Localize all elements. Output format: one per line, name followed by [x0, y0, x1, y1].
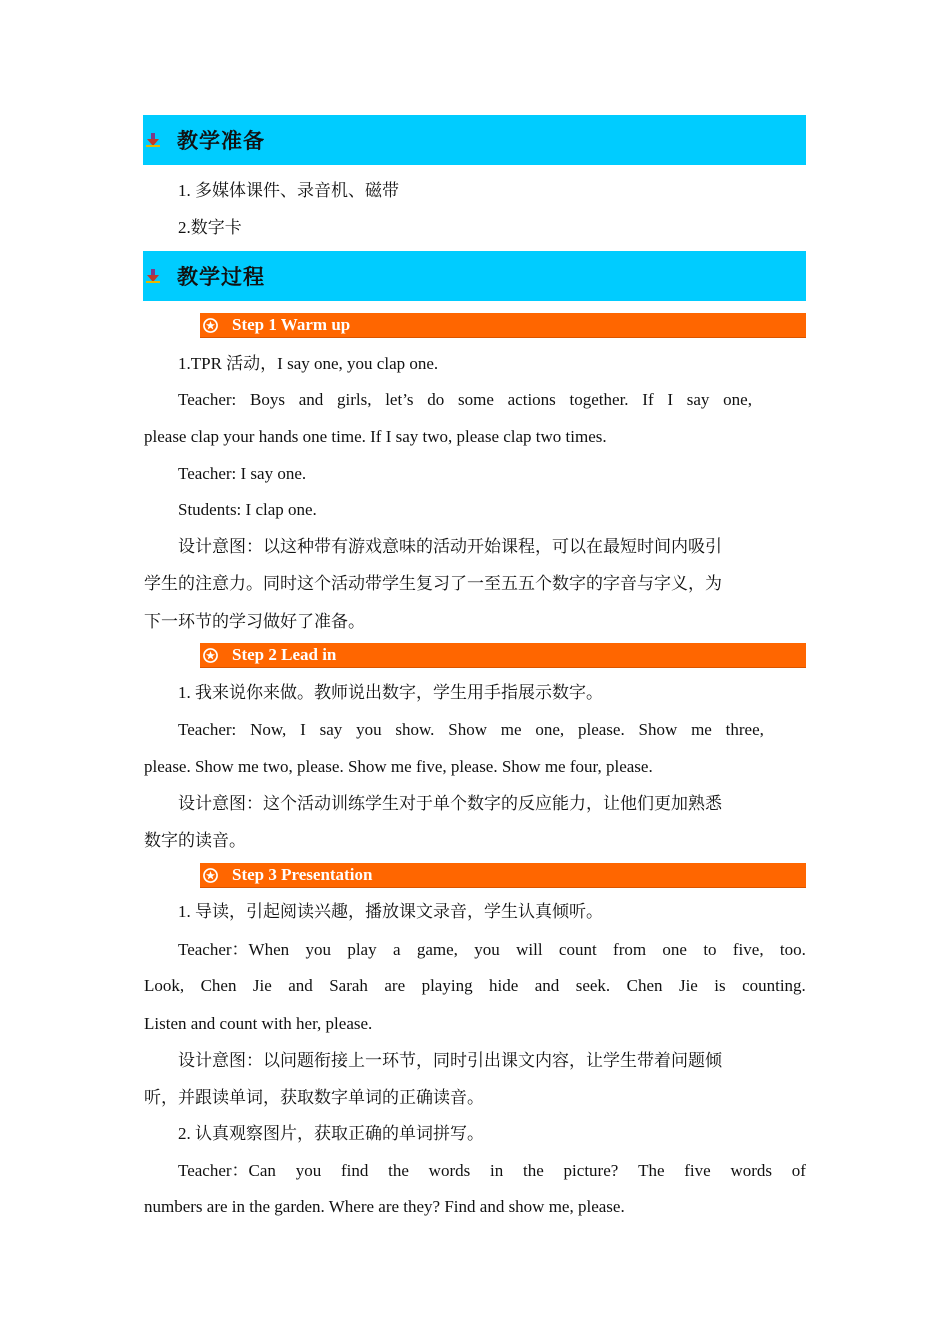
- word: Teacher:: [178, 390, 237, 409]
- word: Chen: [200, 976, 237, 995]
- word: three,: [725, 720, 764, 739]
- word: find: [340, 1161, 369, 1180]
- section-title: 教学准备: [177, 129, 265, 153]
- word: Show: [638, 720, 678, 739]
- word: actions: [507, 390, 556, 409]
- word: Teacher：When: [178, 940, 290, 959]
- step2-teacher-line2: please. Show me two, please. Show me five, please. Show me four, please.: [144, 757, 653, 776]
- word: some: [458, 390, 494, 409]
- step-header-2: [200, 643, 806, 668]
- word: in: [490, 1161, 504, 1180]
- step-header-3: [200, 863, 806, 888]
- word: let’s: [385, 390, 414, 409]
- word: The: [638, 1161, 665, 1180]
- step-label: Step 2 Lead in: [232, 645, 337, 664]
- step1-intent-line2: 学生的注意力。同时这个活动带学生复习了一至五五个数字的字音与字义，为: [144, 574, 722, 593]
- word: Look,: [144, 976, 185, 995]
- arrow-bullet-icon: [145, 132, 161, 148]
- step3-item2: 2. 认真观察图片，获取正确的单词拼写。: [178, 1124, 484, 1143]
- word: five,: [732, 940, 764, 959]
- step3-item1: 1. 导读，引起阅读兴趣，播放课文录音，学生认真倾听。: [178, 902, 603, 921]
- step2-teacher-line1: [178, 720, 764, 740]
- word: do: [427, 390, 445, 409]
- word: you: [305, 940, 331, 959]
- step1-teacher-line3: Teacher: I say one.: [178, 464, 307, 483]
- step1-students: Students: I clap one.: [178, 500, 317, 519]
- step3-intent-line1: 设计意图：以问题衔接上一环节，同时引出课文内容，让学生带着问题倾: [178, 1051, 722, 1070]
- word: Chen: [626, 976, 663, 995]
- star-badge-icon: [202, 867, 218, 883]
- word: Show: [448, 720, 487, 739]
- word: you: [474, 940, 500, 959]
- word: you: [356, 720, 382, 739]
- step3-intent-line2: 听，并跟读单词，获取数字单词的正确读音。: [144, 1088, 484, 1107]
- word: I: [300, 720, 306, 739]
- section-title: 教学过程: [177, 265, 265, 289]
- word: hide: [489, 976, 519, 995]
- word: five: [684, 1161, 711, 1180]
- prep-item-1: 1. 多媒体课件、录音机、磁带: [178, 181, 399, 200]
- word: Jie: [252, 976, 272, 995]
- word: together.: [569, 390, 629, 409]
- word: are: [384, 976, 406, 995]
- word: and: [534, 976, 560, 995]
- word: me: [691, 720, 712, 739]
- step3-teacher2-line2: numbers are in the garden. Where are they? Find and show me, please.: [144, 1197, 625, 1216]
- word: Sarah: [329, 976, 368, 995]
- word: and: [288, 976, 313, 995]
- word: picture?: [563, 1161, 619, 1180]
- word: words: [730, 1161, 773, 1180]
- word: Boys: [250, 390, 285, 409]
- section-header-process: [143, 251, 806, 301]
- arrow-bullet-icon: [145, 268, 161, 284]
- word: Now,: [250, 720, 287, 739]
- word: and: [298, 390, 324, 409]
- word: to: [703, 940, 717, 959]
- word: will: [516, 940, 543, 959]
- star-badge-icon: [202, 647, 218, 663]
- word: the: [523, 1161, 544, 1180]
- word: one,: [535, 720, 565, 739]
- word: say: [319, 720, 343, 739]
- step2-intent-line1: 设计意图：这个活动训练学生对于单个数字的反应能力，让他们更加熟悉: [178, 794, 722, 813]
- step2-intent-line2: 数字的读音。: [144, 831, 246, 850]
- step-label: Step 1 Warm up: [232, 315, 351, 334]
- word: If: [642, 390, 654, 409]
- step-label: Step 3 Presentation: [232, 865, 373, 884]
- word: counting.: [742, 976, 806, 995]
- word: count: [558, 940, 597, 959]
- step3-teacher-line3: Listen and count with her, please.: [144, 1014, 373, 1033]
- word: Teacher：Can: [178, 1161, 276, 1180]
- step2-item1: 1. 我来说你来做。教师说出数字，学生用手指展示数字。: [178, 683, 603, 702]
- word: Teacher:: [178, 720, 237, 739]
- step3-teacher-line1: [178, 940, 806, 960]
- word: Jie: [678, 976, 698, 995]
- section-header-preparation: [143, 115, 806, 165]
- star-badge-icon: [202, 317, 218, 333]
- word: seek.: [575, 976, 611, 995]
- word: playing: [421, 976, 473, 995]
- word: I: [667, 390, 674, 409]
- word: too.: [779, 940, 806, 959]
- step3-teacher-line2: [144, 976, 806, 996]
- step-header-1: [200, 313, 806, 338]
- word: play: [347, 940, 377, 959]
- step1-intent-line3: 下一环节的学习做好了准备。: [144, 612, 365, 631]
- step1-intent-line1: 设计意图：以这种带有游戏意味的活动开始课程，可以在最短时间内吸引: [178, 537, 722, 556]
- word: words: [428, 1161, 471, 1180]
- word: please.: [577, 720, 625, 739]
- step1-tpr: 1.TPR 活动，I say one, you clap one.: [178, 354, 439, 373]
- word: of: [791, 1161, 806, 1180]
- word: me: [500, 720, 522, 739]
- word: you: [295, 1161, 322, 1180]
- prep-item-2: 2.数字卡: [178, 218, 242, 237]
- step1-teacher-line2: please clap your hands one time. If I say two, please clap two times.: [144, 427, 607, 446]
- word: one,: [723, 390, 752, 409]
- word: from: [613, 940, 647, 959]
- word: girls,: [336, 390, 372, 409]
- word: is: [714, 976, 726, 995]
- word: show.: [395, 720, 435, 739]
- step3-teacher2-line1: [178, 1161, 806, 1181]
- word: a: [392, 940, 401, 959]
- word: say: [686, 390, 710, 409]
- word: one: [662, 940, 687, 959]
- word: game,: [416, 940, 458, 959]
- word: the: [388, 1161, 409, 1180]
- step1-teacher-line1: [178, 390, 752, 410]
